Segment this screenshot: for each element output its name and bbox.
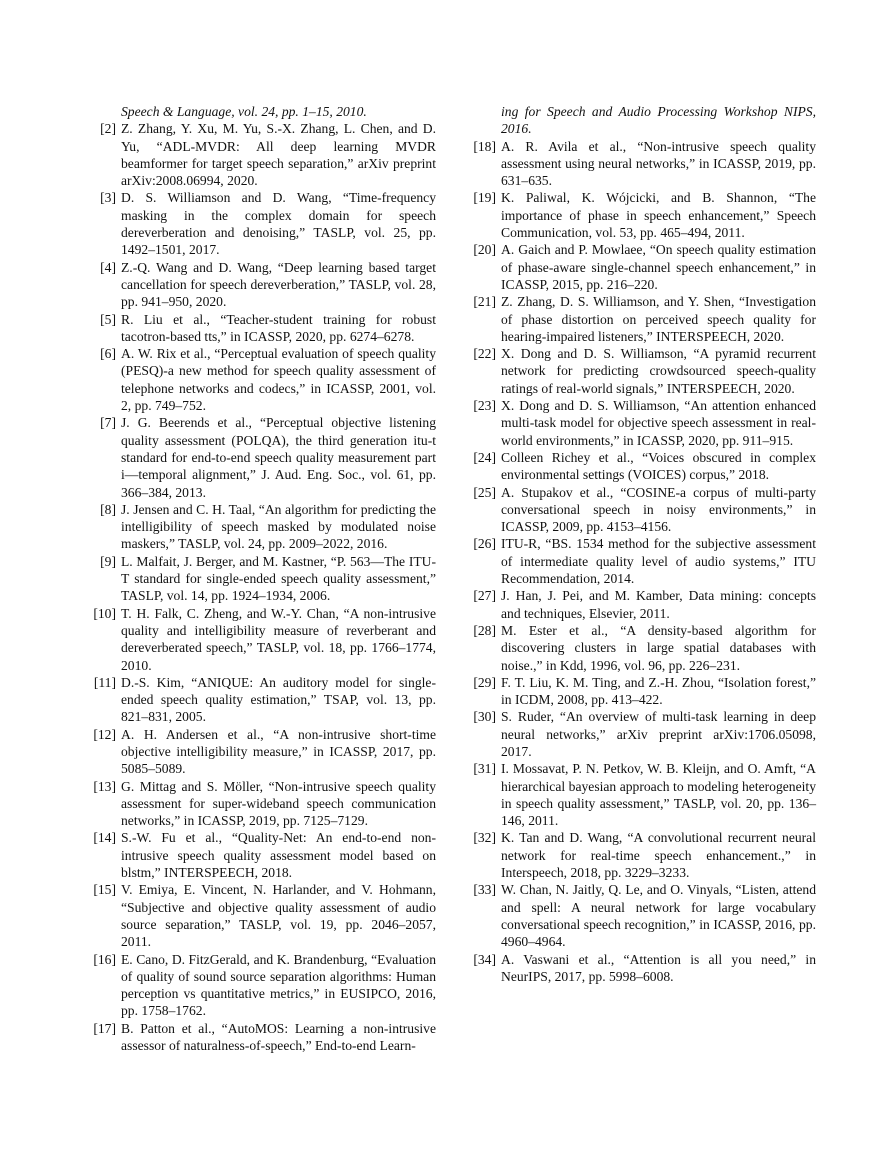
reference-text: M. Ester et al., “A density-based algorithm for discovering clusters in large spatial databases with noise.,” in Kdd, 1996, vol. 96, pp. 226–231. [501,622,816,673]
reference-item [90,778,436,830]
reference-text: A. Vaswani et al., “Attention is all you need,” in NeurIPS, 2017, pp. 5998–6008. [501,951,816,984]
reference-number: [12] [93,726,116,742]
references-right-column [470,103,816,985]
reference-text: D. S. Williamson and D. Wang, “Time-frequency masking in the complex domain for speech dereverberation and denoising,” TASLP, vol. 25, pp. 1492–1501, 2017. [121,190,436,258]
reference-text: T. H. Falk, C. Zheng, and W.-Y. Chan, “A non-intrusive quality and intelligibility measure of reverberant and dereverberated speech,” TASLP, vol. 18, pp. 1766–1774, 2010. [121,605,436,673]
reference-text: X. Dong and D. S. Williamson, “An attention enhanced multi-task model for objective speech assessment in real-world environments,” in ICASSP, 2020, pp. 911–915. [501,398,816,448]
reference-item [470,484,816,536]
reference-number: [16] [93,951,116,967]
reference-number: [11] [93,674,116,690]
reference-item [470,951,816,986]
reference-number: [18] [473,138,496,154]
reference-text: Z. Zhang, D. S. Williamson, and Y. Shen, “Investigation of phase distortion on perceived speech quality for hearing-impaired listeners,” INTERSPEECH, 2020. [501,294,816,344]
reference-number: [33] [473,882,496,898]
reference-list-left [90,120,436,1054]
reference-text: A. H. Andersen et al., “A non-intrusive short-time objective intelligibility measure,” in ICASSP, 2017, pp. 5085–5089. [121,726,436,777]
reference-text: V. Emiya, E. Vincent, N. Harlander, and V. Hohmann, “Subjective and objective quality assessment of audio source separation,” TASLP, vol. 19, pp. 2046–2057, 2011. [121,882,436,950]
reference-text: K. Paliwal, K. Wójcicki, and B. Shannon, “The importance of phase in speech enhancement,” Speech Communication, vol. 53, pp. 465–494, 2011. [501,190,816,241]
reference-text: A. R. Avila et al., “Non-intrusive speech quality assessment using neural networks,” in ICASSP, 2019, pp. 631–635. [501,138,816,189]
reference-number: [26] [473,536,496,552]
reference-number: [3] [100,190,116,206]
reference-number: [25] [473,484,496,500]
reference-text: B. Patton et al., “AutoMOS: Learning a non-intrusive assessor of naturalness-of-speech,” End-to-end Learn- [121,1020,436,1054]
reference-text: X. Dong and D. S. Williamson, “A pyramid recurrent network for predicting crowdsourced speech-quality ratings of real-world signals,” INTERSPEECH, 2020. [501,346,816,396]
reference-item [90,1020,436,1055]
reference-item [90,829,436,881]
reference-number: [19] [473,190,496,206]
reference-text: S.-W. Fu et al., “Quality-Net: An end-to-end non-intrusive speech quality assessment model based on blstm,” INTERSPEECH, 2018. [121,830,436,881]
reference-text: K. Tan and D. Wang, “A convolutional recurrent neural network for real-time speech enhancement.,” in Interspeech, 2018, pp. 3229–3233. [501,830,816,881]
reference-number: [17] [93,1020,116,1036]
reference-text: A. W. Rix et al., “Perceptual evaluation of speech quality (PESQ)-a new method for speech quality assessment of telephone networks and codecs,” in ICASSP, 2001, vol. 2, pp. 749–752. [121,346,436,414]
reference-text: I. Mossavat, P. N. Petkov, W. B. Kleijn, and O. Amft, “A hierarchical bayesian approach to modeling heterogeneity in speech quality assessment,” TASLP, vol. 20, pp. 136–146, 2011. [501,761,816,829]
reference-item [470,138,816,190]
reference-number: [13] [93,778,116,794]
reference-number: [29] [473,674,496,690]
reference-item [90,553,436,605]
reference-text: L. Malfait, J. Berger, and M. Kastner, “P. 563—The ITU-T standard for single-ended speech quality assessment,” TASLP, vol. 14, pp. 1924–1934, 2006. [121,553,436,604]
reference-item [90,189,436,258]
reference-item [90,120,436,189]
reference-text: W. Chan, N. Jaitly, Q. Le, and O. Vinyals, “Listen, attend and spell: A neural network for large vocabulary conversational speech recognition,” in ICASSP, 2016, pp. 4960–4964. [501,882,816,950]
reference-text: A. Gaich and P. Mowlaee, “On speech quality estimation of phase-aware single-channel speech enhancement,” in ICASSP, 2015, pp. 216–220. [501,242,816,292]
reference-text: ITU-R, “BS. 1534 method for the subjective assessment of intermediate quality level of audio systems,” ITU Recommendation, 2014. [501,536,816,587]
references-left-column [90,103,436,1054]
reference-text: E. Cano, D. FitzGerald, and K. Brandenburg, “Evaluation of quality of sound source separation algorithms: Human perception vs quantitative metrics,” in EUSIPCO, 2016, pp. 1758–1762. [121,951,436,1019]
reference-text: F. T. Liu, K. M. Ting, and Z.-H. Zhou, “Isolation forest,” in ICDM, 2008, pp. 413–422. [501,674,816,708]
reference-text: Z.-Q. Wang and D. Wang, “Deep learning based target cancellation for speech dereverberation,” TASLP, vol. 28, pp. 941–950, 2020. [121,259,436,310]
reference-text: S. Ruder, “An overview of multi-task learning in deep neural networks,” arXiv preprint arXiv:1706.05098, 2017. [501,709,816,759]
reference-item [90,951,436,1020]
reference-text: J. Jensen and C. H. Taal, “An algorithm for predicting the intelligibility of speech masked by modulated noise maskers,” TASLP, vol. 24, pp. 2009–2022, 2016. [121,501,436,552]
reference-number: [5] [100,311,116,327]
reference-number: [4] [100,259,116,275]
reference-text: R. Liu et al., “Teacher-student training for robust tacotron-based tts,” in ICASSP, 2020, pp. 6274–6278. [121,311,436,344]
reference-list-right [470,138,816,986]
reference-number: [10] [93,605,116,621]
reference-text: J. G. Beerends et al., “Perceptual objective listening quality assessment (POLQA), the third generation itu-t standard for end-to-end speech quality measurement part i—temporal alignment,” J. Aud. Eng. Soc., vol. 61, pp. 366–384, 2013. [121,415,436,500]
reference-text: Colleen Richey et al., “Voices obscured in complex environmental settings (VOICES) corpus,” 2018. [501,449,816,483]
reference-item [470,535,816,587]
reference-text: J. Han, J. Pei, and M. Kamber, Data mining: concepts and techniques, Elsevier, 2011. [501,588,816,621]
reference-number: [30] [473,709,496,725]
reference-number: [21] [473,294,496,310]
reference-number: [6] [100,346,116,362]
reference-item [470,829,816,881]
reference-item [470,241,816,293]
reference-number: [15] [93,882,116,898]
reference-item [470,881,816,950]
reference-text: G. Mittag and S. Möller, “Non-intrusive speech quality assessment for super-wideband speech communication networks,” in ICASSP, 2019, pp. 7125–7129. [121,778,436,829]
reference-number: [20] [473,242,496,258]
reference-item [90,345,436,414]
reference-item [90,881,436,950]
reference-item [470,760,816,829]
reference-item [90,501,436,553]
reference-item [90,259,436,311]
reference-item [90,726,436,778]
reference-text: D.-S. Kim, “ANIQUE: An auditory model for single-ended speech quality estimation,” TSAP, vol. 13, pp. 821–831, 2005. [121,674,436,725]
reference-number: [31] [473,761,496,777]
reference-item [90,605,436,674]
reference-item [90,414,436,500]
reference-number: [24] [473,449,496,465]
reference-item [470,449,816,484]
reference-item [470,587,816,622]
reference-item [470,622,816,674]
reference-number: [27] [473,588,496,604]
reference-number: [9] [100,553,116,569]
reference-item [470,189,816,241]
reference-number: [22] [473,346,496,362]
reference-item [470,293,816,345]
reference-number: [8] [100,501,116,517]
reference-number: [28] [473,622,496,638]
reference-number: [32] [473,830,496,846]
reference-continuation: Speech & Language, vol. 24, pp. 1–15, 2010. [121,104,367,119]
reference-item [470,674,816,709]
reference-number: [14] [93,830,116,846]
reference-number: [23] [473,398,496,414]
reference-item [470,345,816,397]
reference-item [90,311,436,346]
reference-number: [2] [100,121,116,137]
reference-item [470,397,816,449]
reference-number: [34] [473,951,496,967]
reference-text: Z. Zhang, Y. Xu, M. Yu, S.-X. Zhang, L. Chen, and D. Yu, “ADL-MVDR: All deep learning MVDR beamformer for target speech separation,” arXiv preprint arXiv:2008.06994, 2020. [121,121,436,189]
reference-item [470,708,816,760]
reference-number: [7] [100,415,116,431]
reference-continuation: ing for Speech and Audio Processing Workshop NIPS, 2016. [501,104,816,137]
reference-text: A. Stupakov et al., “COSINE-a corpus of multi-party conversational speech in noisy environments,” in ICASSP, 2009, pp. 4153–4156. [501,484,816,535]
reference-item [90,674,436,726]
